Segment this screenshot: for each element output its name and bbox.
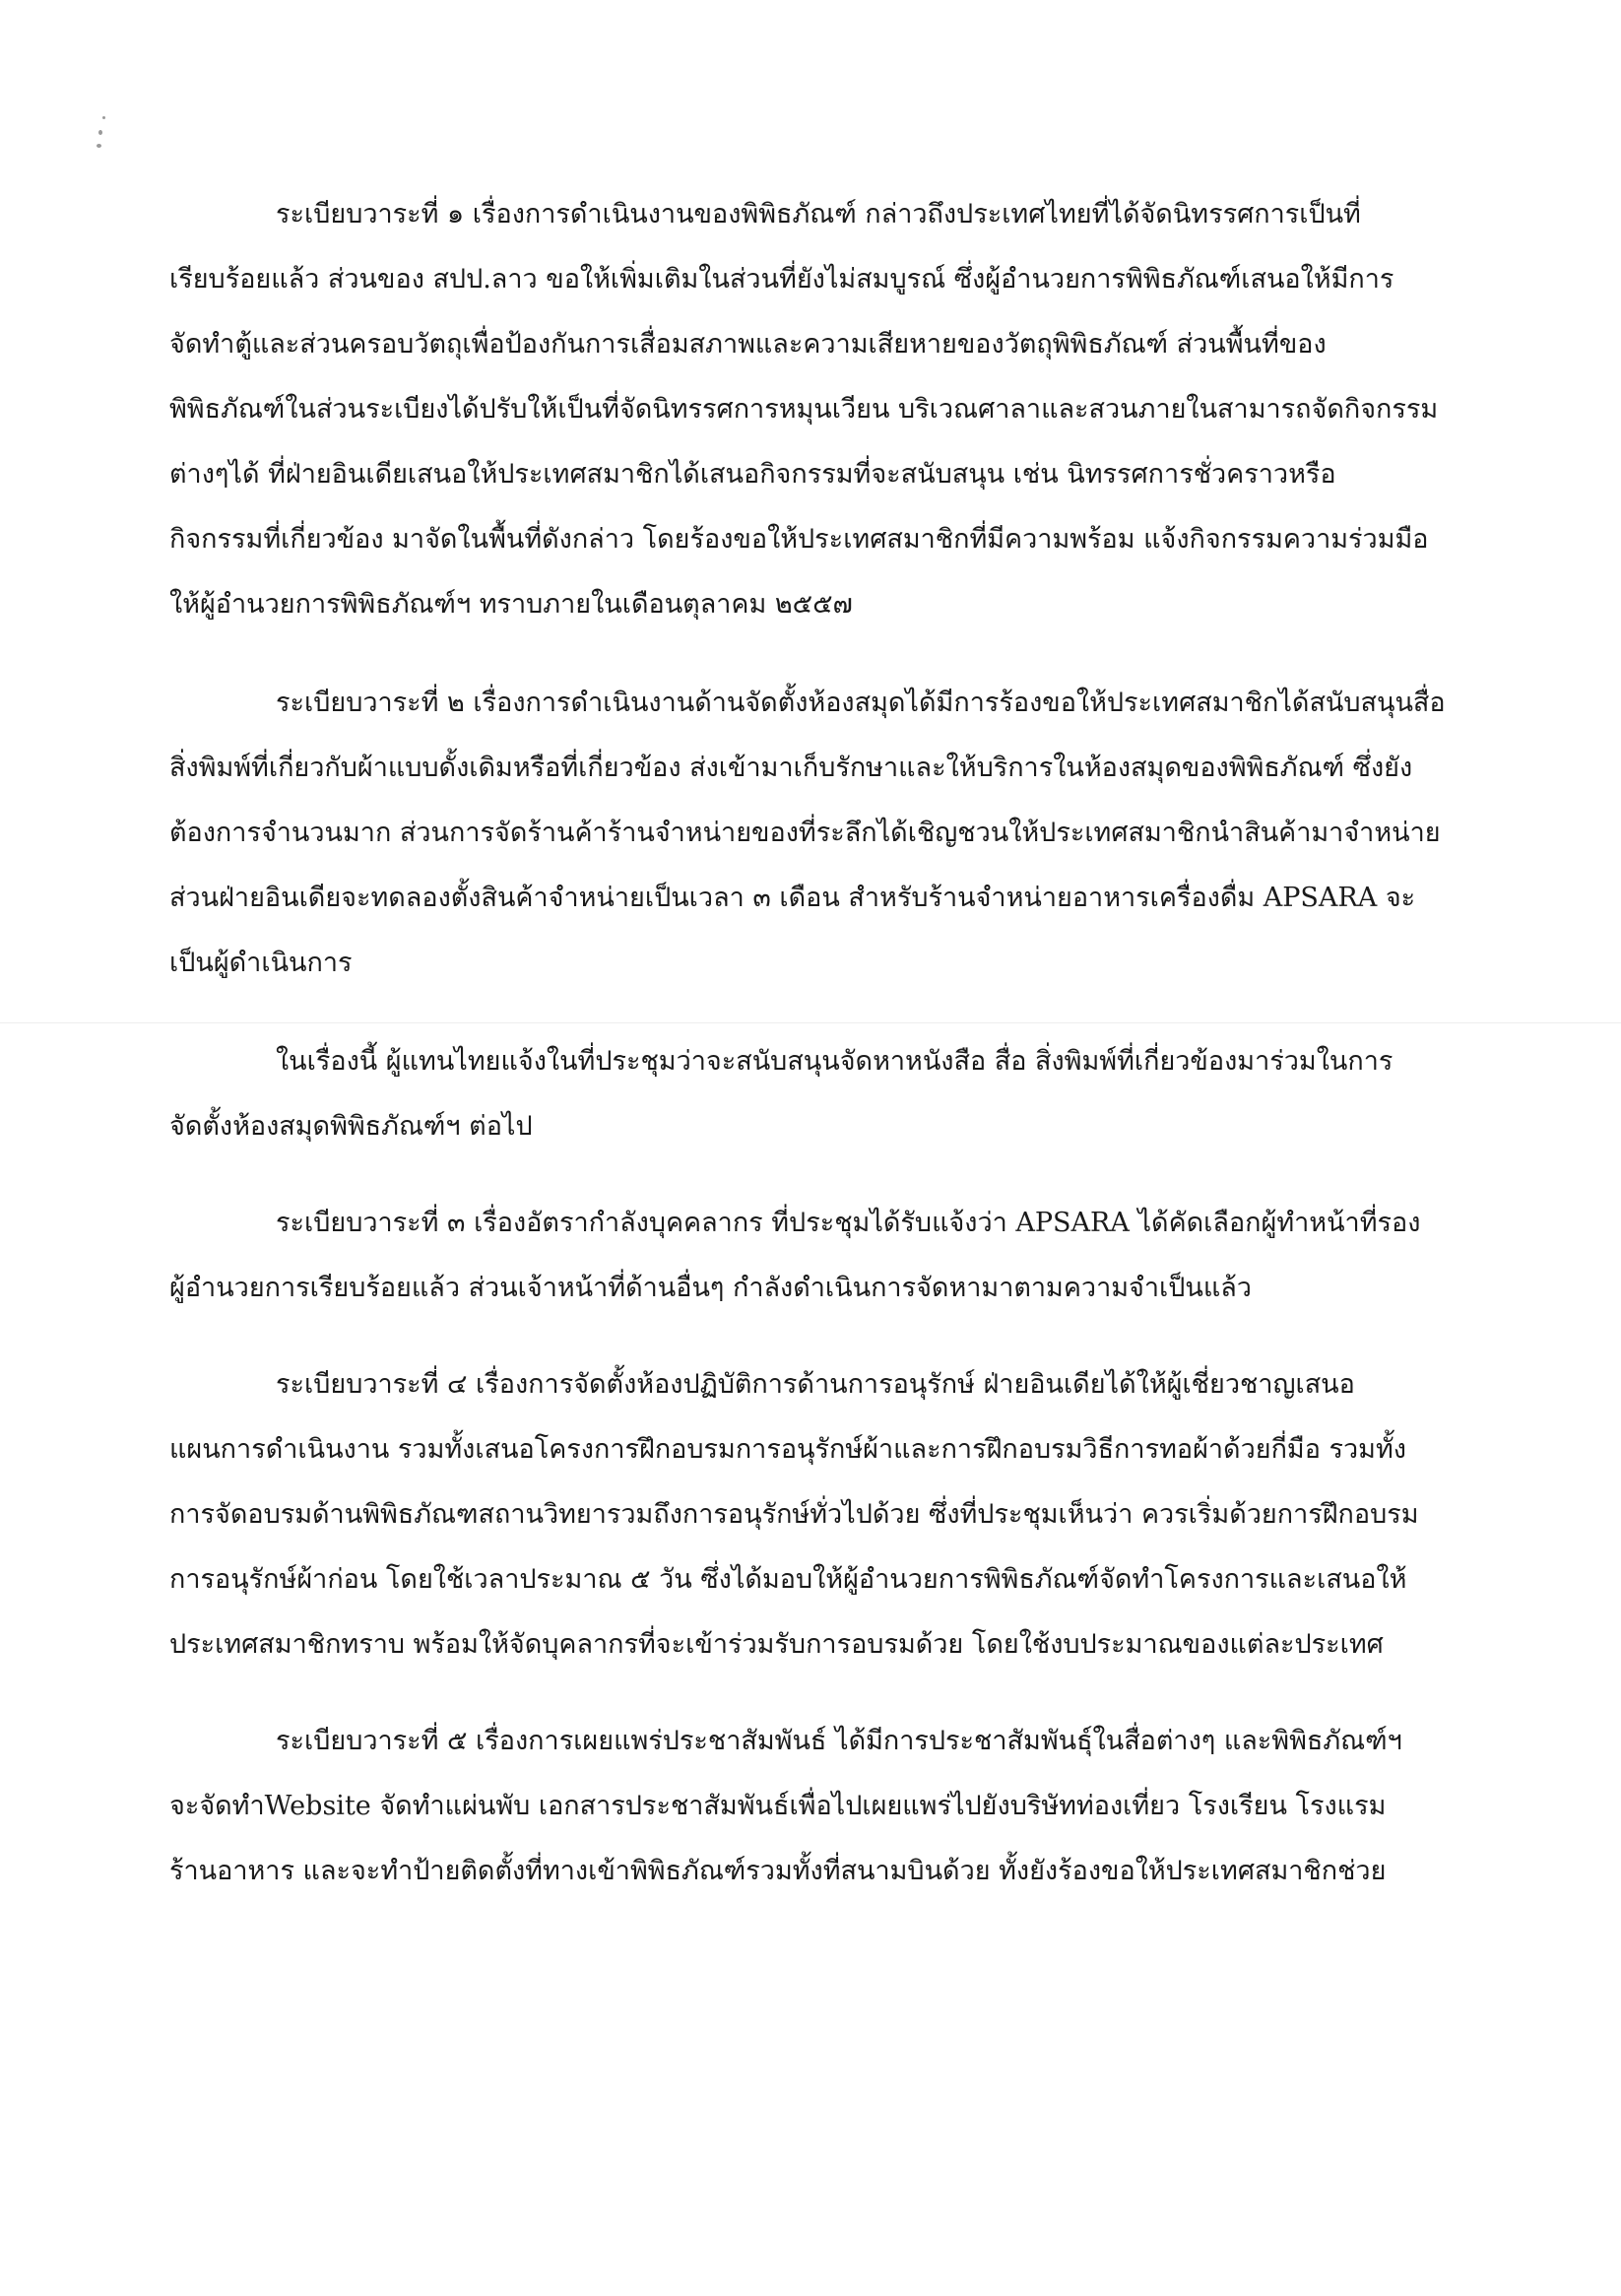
paragraph-line: เป็นผู้ดำเนินการ [169, 948, 353, 978]
paragraph-line: ต้องการจำนวนมาก ส่วนการจัดร้านค้าร้านจำหน่ายของที่ระลึกได้เชิญชวนให้ประเทศสมาชิกนำสินค้ามาจำหน่าย [169, 818, 1441, 848]
paragraph-line: ระเบียบวาระที่ ๑ เรื่องการดำเนินงานของพิพิธภัณฑ์ กล่าวถึงประเทศไทยที่ได้จัดนิทรรศการเป็นที่ [276, 199, 1361, 230]
paragraph-line: เรียบร้อยแล้ว ส่วนของ สปป.ลาว ขอให้เพิ่มเติมในส่วนที่ยังไม่สมบูรณ์ ซึ่งผู้อำนวยการพิพิธภัณฑ์เสนอให้มีการ [169, 264, 1394, 295]
paragraph-line: จัดตั้งห้องสมุดพิพิธภัณฑ์ฯ ต่อไป [169, 1111, 533, 1142]
paragraph-line: ระเบียบวาระที่ ๔ เรื่องการจัดตั้งห้องปฏิบัติการด้านการอนุรักษ์ ฝ่ายอินเดียได้ให้ผู้เชี่ยวชาญเสนอ [276, 1369, 1355, 1400]
scan-fold-line [0, 1022, 1621, 1023]
paragraph-line: ต่างๆได้ ที่ฝ่ายอินเดียเสนอให้ประเทศสมาชิกได้เสนอกิจกรรมที่จะสนับสนุน เช่น นิทรรศการชั่วคราวหรือ [169, 459, 1336, 490]
paragraph-line: แผนการดำเนินงาน รวมทั้งเสนอโครงการฝึกอบรมการอนุรักษ์ผ้าและการฝึกอบรมวิธีการทอผ้าด้วยกี่มือ รวมทั้ง [169, 1434, 1406, 1465]
paragraph-line: ระเบียบวาระที่ ๓ เรื่องอัตรากำลังบุคคลากร ที่ประชุมได้รับแจ้งว่า APSARA ได้คัดเลือกผู้ทำหน้าที่รอง [276, 1208, 1421, 1238]
paragraph-line: ผู้อำนวยการเรียบร้อยแล้ว ส่วนเจ้าหน้าที่ด้านอื่นๆ กำลังดำเนินการจัดหามาตามความจำเป็นแล้ว [169, 1273, 1252, 1303]
paragraph-line: ร้านอาหาร และจะทำป้ายติดตั้งที่ทางเข้าพิพิธภัณฑ์รวมทั้งที่สนามบินด้วย ทั้งยังร้องขอให้ประเทศสมาชิกช่วย [169, 1856, 1387, 1886]
paragraph-line: การอนุรักษ์ผ้าก่อน โดยใช้เวลาประมาณ ๕ วัน ซึ่งได้มอบให้ผู้อำนวยการพิพิธภัณฑ์จัดทำโครงการและเสนอให้ [169, 1564, 1407, 1595]
paragraph-line: ส่วนฝ่ายอินเดียจะทดลองตั้งสินค้าจำหน่ายเป็นเวลา ๓ เดือน สำหรับร้านจำหน่ายอาหารเครื่องดื่ม APSARA จะ [169, 883, 1416, 913]
paragraph-line: กิจกรรมที่เกี่ยวข้อง มาจัดในพื้นที่ดังกล่าว โดยร้องขอให้ประเทศสมาชิกที่มีความพร้อม แจ้งกิจกรรมความร่วมมือ [169, 524, 1429, 555]
paragraph-line: จัดทำตู้และส่วนครอบวัตถุเพื่อป้องกันการเสื่อมสภาพและความเสียหายของวัตถุพิพิธภัณฑ์ ส่วนพื้นที่ของ [169, 329, 1327, 360]
paragraph-line: ระเบียบวาระที่ ๕ เรื่องการเผยแพร่ประชาสัมพันธ์ ได้มีการประชาสัมพันธุ์ในสื่อต่างๆ และพิพิธภัณฑ์ฯ [276, 1726, 1402, 1756]
paragraph-line: ประเทศสมาชิกทราบ พร้อมให้จัดบุคลากรที่จะเข้าร่วมรับการอบรมด้วย โดยใช้งบประมาณของแต่ละประเทศ [169, 1629, 1384, 1660]
scan-speck-mark [95, 116, 114, 156]
paragraph-line: สิ่งพิมพ์ที่เกี่ยวกับผ้าแบบดั้งเดิมหรือที่เกี่ยวข้อง ส่งเข้ามาเก็บรักษาและให้บริการในห้องสมุดของพิพิธภัณฑ์ ซึ่งยัง [169, 753, 1413, 783]
paragraph-line: ในเรื่องนี้ ผู้แทนไทยแจ้งในที่ประชุมว่าจะสนับสนุนจัดหาหนังสือ สื่อ สิ่งพิมพ์ที่เกี่ยวข้องมาร่วมในการ [276, 1046, 1394, 1077]
paragraph-line: พิพิธภัณฑ์ในส่วนระเบียงได้ปรับให้เป็นที่จัดนิทรรศการหมุนเวียน บริเวณศาลาและสวนภายในสามารถจัดกิจกรรม [169, 394, 1439, 425]
paragraph-line: ระเบียบวาระที่ ๒ เรื่องการดำเนินงานด้านจัดตั้งห้องสมุดได้มีการร้องขอให้ประเทศสมาชิกได้สนับสนุนสื่อ [276, 688, 1446, 718]
paragraph-line: จะจัดทำWebsite จัดทำแผ่นพับ เอกสารประชาสัมพันธ์เพื่อไปเผยแพร่ไปยังบริษัทท่องเที่ยว โรงเรียน โรงแรม [169, 1791, 1387, 1821]
paragraph-line: การจัดอบรมด้านพิพิธภัณฑสถานวิทยารวมถึงการอนุรักษ์ทั่วไปด้วย ซึ่งที่ประชุมเห็นว่า ควรเริ่มด้วยการฝึกอบรม [169, 1499, 1419, 1530]
paragraph-line: ให้ผู้อำนวยการพิพิธภัณฑ์ฯ ทราบภายในเดือนตุลาคม ๒๕๕๗ [169, 589, 853, 620]
